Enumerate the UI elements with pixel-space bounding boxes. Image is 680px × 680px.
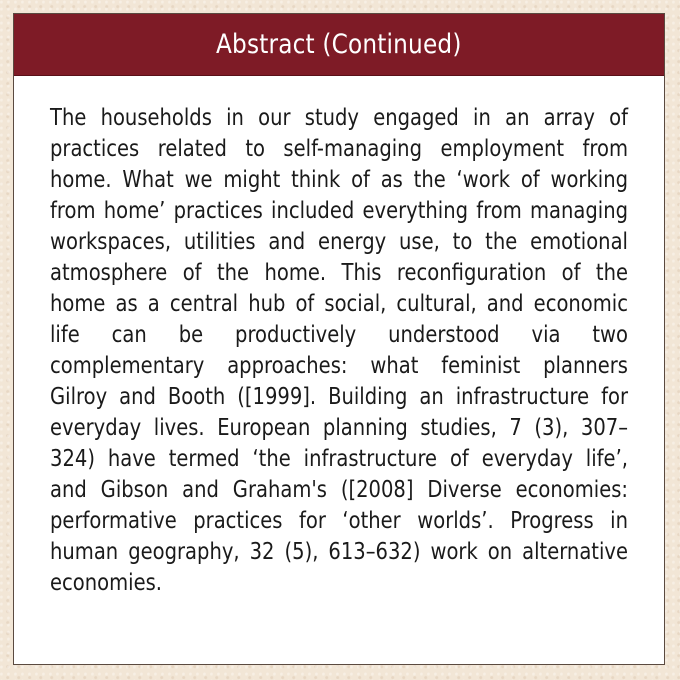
panel-title: Abstract (Continued) [216,29,462,60]
panel-header [14,14,664,76]
panel-body [50,103,628,599]
abstract-panel [13,13,665,665]
abstract-text: The households in our study engaged in an array of practices related to self-managing employment from home. What we might think of as the ‘work of working from home’ practices included everything from managing workspaces, utilities and energy use, to the emotional atmosphere of the home. This reconfiguration of the home as a central hub of social, cultural, and economic life can be productively understood via two complementary approaches: what feminist planners Gilroy and Booth ([1999]. Building an infrastructure for everyday lives. European planning studies, 7 (3), 307–324) have termed ‘the infrastructure of everyday life’, and Gibson and Graham's ([2008] Diverse economies: performative practices for ‘other worlds’. Progress in human geography, 32 (5), 613–632) work on alternative economies. [50,105,628,596]
